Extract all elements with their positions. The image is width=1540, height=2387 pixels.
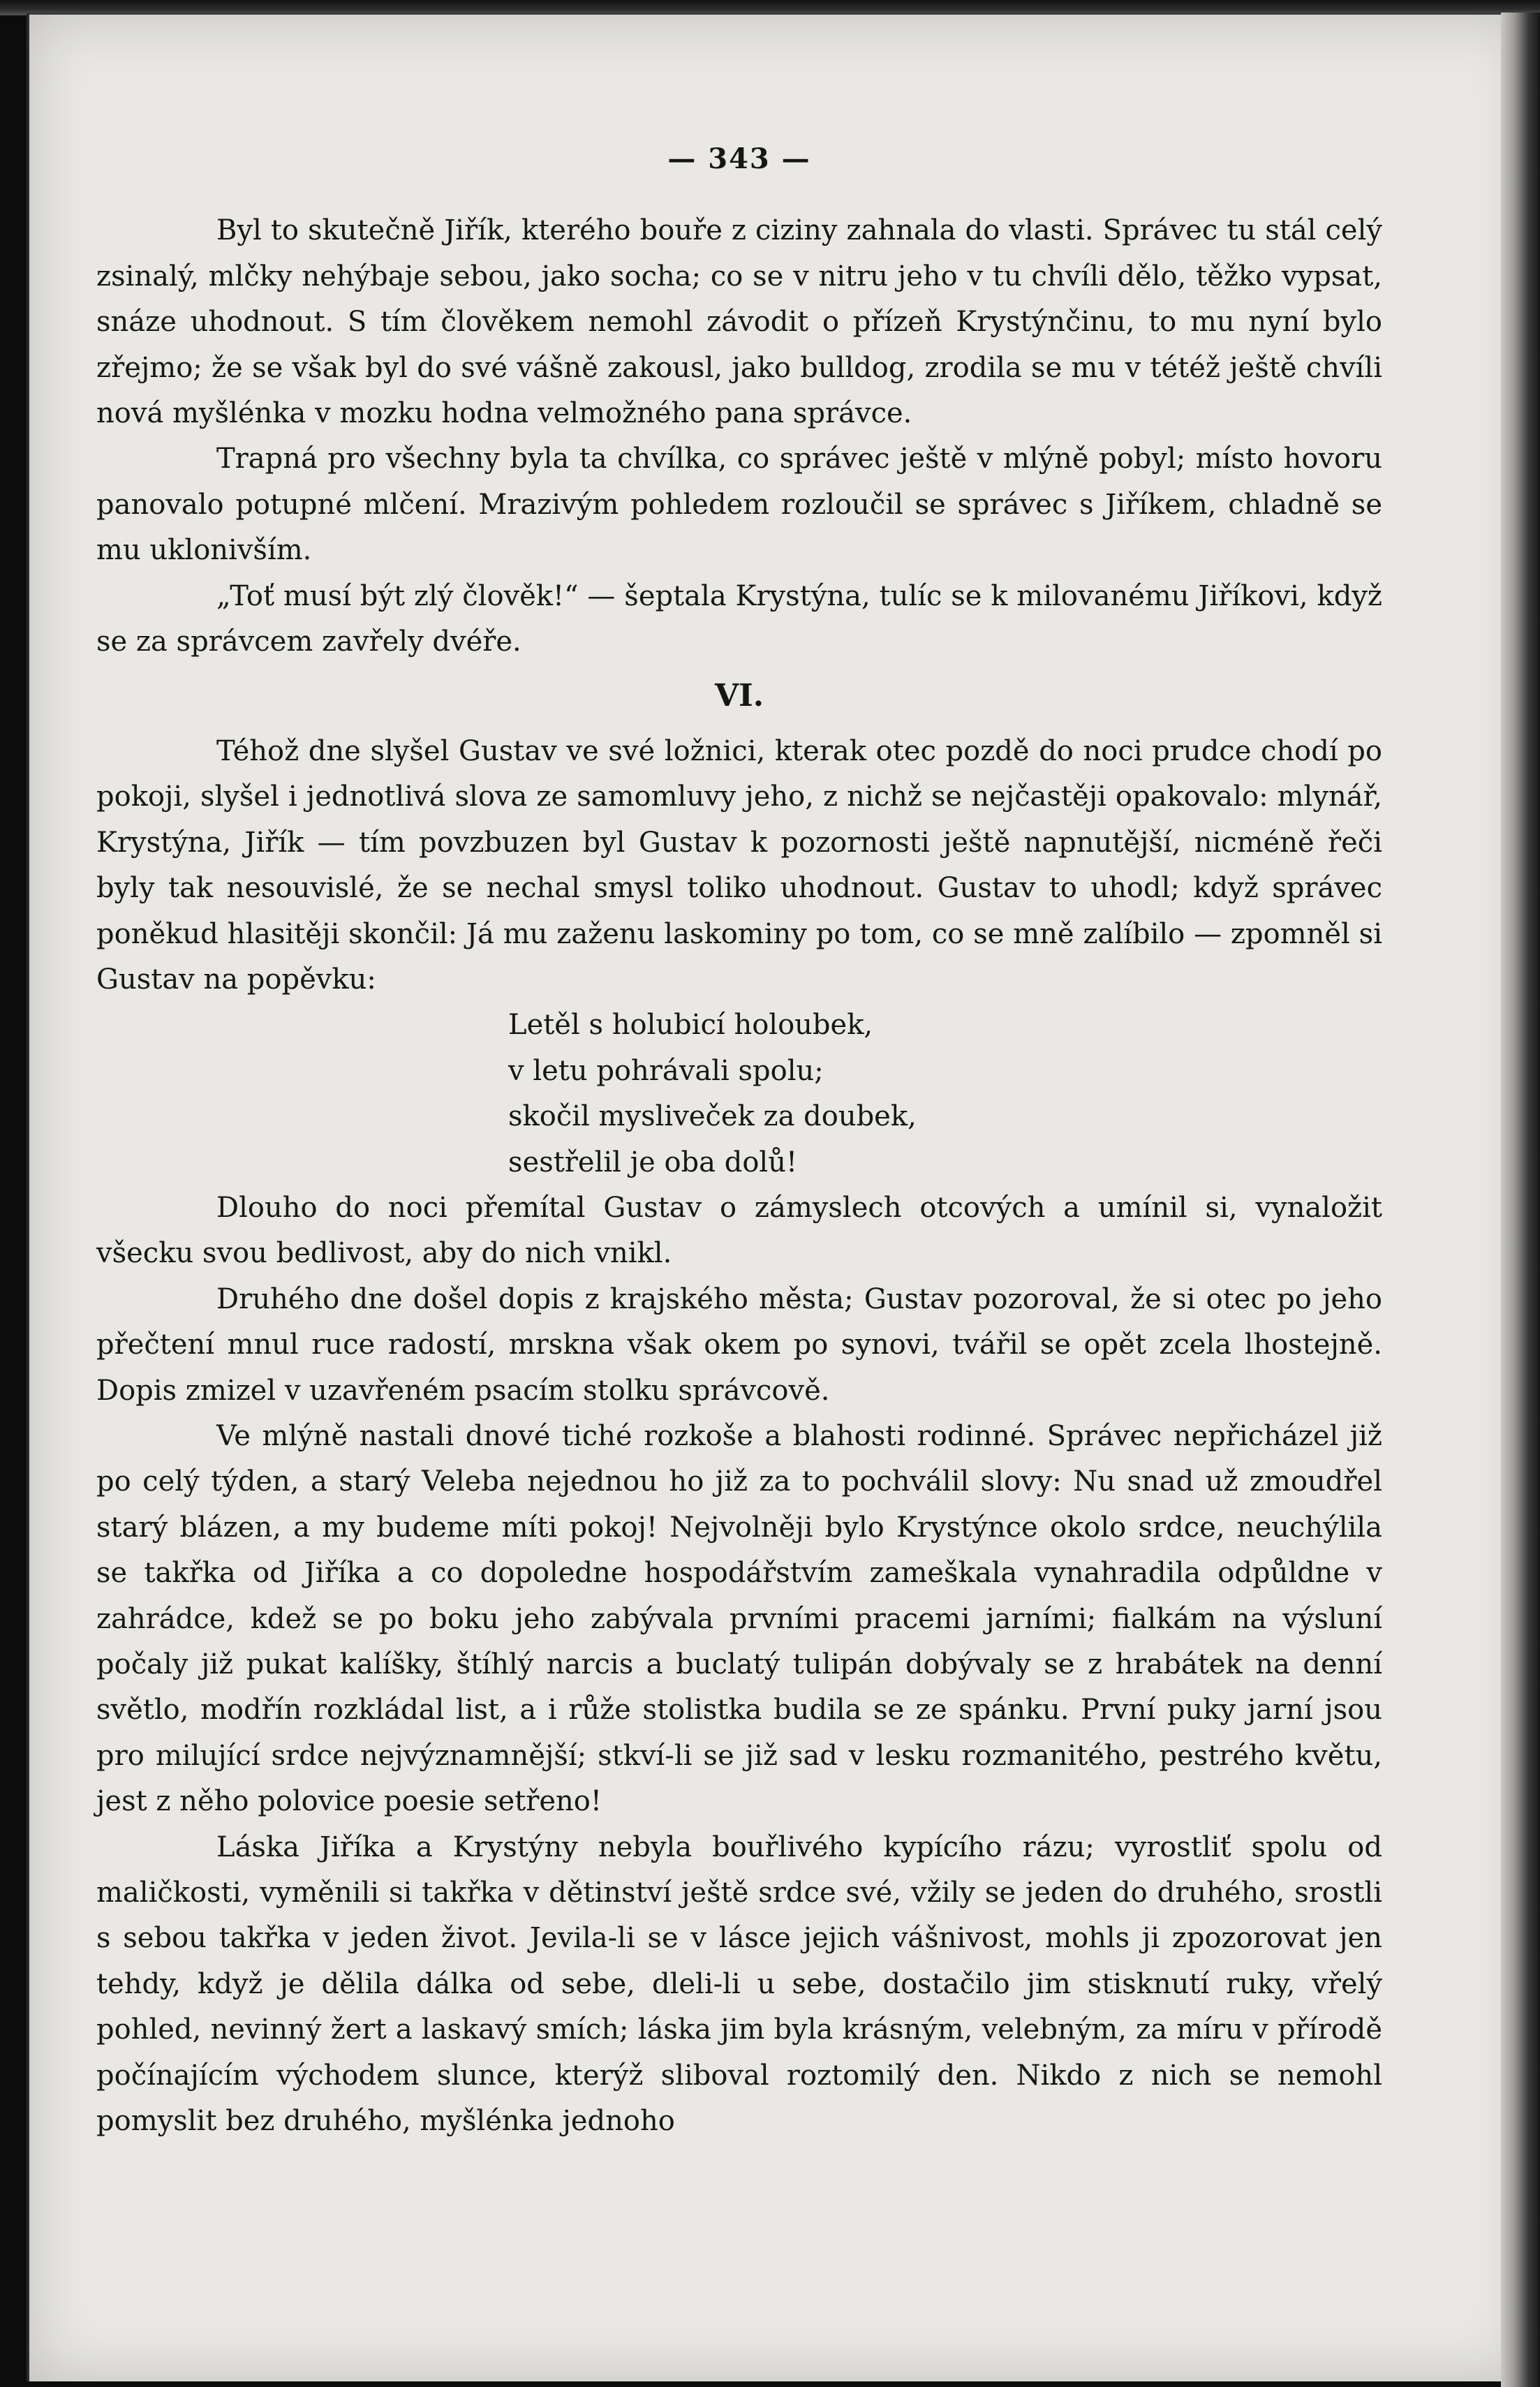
paragraph: Druhého dne došel dopis z krajského města; Gustav pozoroval, že si otec po jeho přečtení mnul ruce radostí, mrskna však okem po synovi, tvářil se opět zcela lhostejně. Dopis zmizel v uzavřeném psacím stolku správcově. (96, 1283, 1382, 1407)
verse-line: Letěl s holubicí holoubek, (508, 1009, 873, 1042)
verse-line: sestřelil je oba dolů! (508, 1146, 798, 1178)
paragraph: Ve mlýně nastali dnové tiché rozkoše a blahosti rodinné. Správec nepřicházel již po celý týden, a starý Veleba nejednou ho již za to pochválil slovy: Nu snad už zmoudřel starý blázen, a my budeme míti pokoj! Nejvolněji bylo Krystýnce okolo srdce, neuchýlila se takřka od Jiříka a co dopoledne hospodářstvím zameškala vynahradila odpůldne v zahrádce, kdež se po boku jeho zabývala prvními pracemi jarními; fialkám na výsluní počaly již pukat kalíšky, štíhlý narcis a buclatý tulipán dobývaly se z hrabátek na denní světlo, modřín rozkládal list, a i růže stolistka budila se ze spánku. První puky jarní jsou pro milující srdce nejvýznamnější; stkví-li se již sad v lesku rozmanitého, pestrého květu, jest z něho polovice poesie setřeno! (96, 1419, 1382, 1818)
paragraph: Byl to skutečně Jiřík, kterého bouře z ciziny zahnala do vlasti. Správec tu stál celý zsinalý, mlčky nehýbaje sebou, jako socha; co se v nitru jeho v tu chvíli dělo, těžko vypsat, snáze uhodnout. S tím člověkem nemohl závodit o přízeň Krystýnčinu, to mu nyní bylo zřejmo; že se však byl do své vášně zakousl, jako bulldog, zrodila se mu v tétéž ještě chvíli nová myšlénka v mozku hodna velmožného pana správce. (96, 214, 1382, 430)
song-verse (508, 1003, 1382, 1185)
paragraph: Trapná pro všechny byla ta chvílka, co správec ještě v mlýně pobyl; místo hovoru panovalo potupné mlčení. Mrazivým pohledem rozloučil se správec s Jiříkem, chladně se mu uklonivším. (96, 443, 1382, 567)
verse-line: v letu pohrávali spolu; (508, 1054, 824, 1087)
page-text (96, 136, 1382, 2144)
page-number: — 343 — (667, 142, 811, 175)
book-edge-shadow (1501, 13, 1540, 2387)
chapter-heading: VI. (714, 678, 764, 714)
paragraph: Dlouho do noci přemítal Gustav o zámyslech otcových a umínil si, vynaložit všecku svou bedlivost, aby do nich vnikl. (96, 1191, 1382, 1270)
paragraph: „Toť musí být zlý člověk!“ — šeptala Krystýna, tulíc se k milovanému Jiříkovi, když se za správcem zavřely dvéře. (96, 579, 1382, 658)
verse-line: skočil mysliveček za doubek, (508, 1100, 917, 1133)
paragraph: Téhož dne slyšel Gustav ve své ložnici, kterak otec pozdě do noci prudce chodí po pokoji, slyšel i jednotlivá slova ze samomluvy jeho, z nichž se nejčastěji opakovalo: mlynář, Krystýna, Jiřík — tím povzbuzen byl Gustav k pozornosti ještě napnutější, nicméně řeči byly tak nesouvislé, že se nechal smysl toliko uhodnout. Gustav to uhodl; když správec poněkud hlasitěji skončil: Já mu zaženu laskominy po tom, co se mně zalíbilo — zpomněl si Gustav na popěvku: (96, 734, 1382, 996)
paragraph: Láska Jiříka a Krystýny nebyla bouřlivého kypícího rázu; vyrostliť spolu od maličkosti, vyměnili si takřka v dětinství ještě srdce své, vžily se jeden do druhého, srostli s sebou takřka v jeden život. Jevila-li se v lásce jejich vášnivost, mohls ji zpozorovat jen tehdy, když je dělila dálka od sebe, dleli-li u sebe, dostačilo jim stisknutí ruky, vřelý pohled, nevinný žert a laskavý smích; láska jim byla krásným, velebným, za míru v přírodě počínajícím východem slunce, kterýž sliboval roztomilý den. Nikdo z nich se nemohl pomyslit bez druhého, myšlénka jednoho (96, 1831, 1382, 2138)
